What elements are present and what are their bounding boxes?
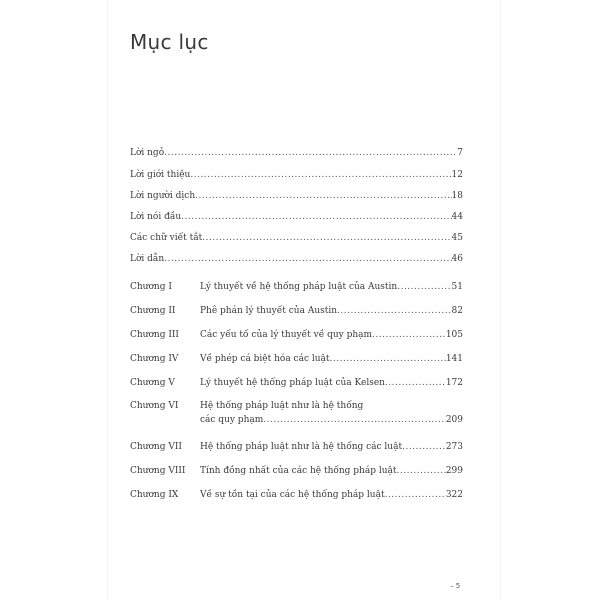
chapter-number: Chương IV xyxy=(130,354,179,364)
toc-entry-chapter[interactable] xyxy=(130,490,463,500)
page-number-footer: – 5 xyxy=(450,582,461,590)
chapter-number: Chương VII xyxy=(130,442,182,452)
chapter-page: 141 xyxy=(445,354,463,364)
chapter-page: 172 xyxy=(445,378,463,388)
book-page xyxy=(108,0,500,600)
entry-page: 46 xyxy=(451,254,463,264)
entry-label: Lời giới thiệu xyxy=(130,170,191,180)
chapter-page: 51 xyxy=(451,282,463,292)
chapter-title: Lý thuyết về hệ thống pháp luật của Austin xyxy=(200,282,398,292)
leader-dots xyxy=(164,148,457,158)
entry-label: Các chữ viết tắt xyxy=(130,233,203,243)
toc-heading: Mục lục xyxy=(130,30,209,54)
leader-dots xyxy=(263,415,446,425)
entry-page: 7 xyxy=(457,148,463,158)
chapter-page: 82 xyxy=(451,306,463,316)
leader-dots xyxy=(385,378,446,388)
chapter-title: Phê phán lý thuyết của Austin xyxy=(200,306,338,316)
chapter-number: Chương V xyxy=(130,378,175,388)
leader-dots xyxy=(397,466,446,476)
leader-dots xyxy=(181,212,451,222)
leader-dots xyxy=(164,254,451,264)
toc-entry-front[interactable] xyxy=(130,212,463,222)
toc-entry-chapter[interactable] xyxy=(130,354,463,364)
chapter-page: 322 xyxy=(445,490,463,500)
entry-page: 45 xyxy=(451,233,463,243)
leader-dots xyxy=(372,330,446,340)
chapter-number: Chương II xyxy=(130,306,176,316)
chapter-title: Về phép cá biệt hóa các luật xyxy=(200,354,330,364)
toc-entry-front[interactable] xyxy=(130,170,463,180)
chapter-number: Chương IX xyxy=(130,490,179,500)
leader-dots xyxy=(337,306,452,316)
toc-entry-chapter[interactable] xyxy=(130,466,463,476)
toc-entry-front[interactable] xyxy=(130,148,463,158)
leader-dots xyxy=(330,354,446,364)
chapter-page: 105 xyxy=(445,330,463,340)
toc-entry-chapter[interactable] xyxy=(130,282,463,292)
chapter-title: Tính đồng nhất của các hệ thống pháp luật xyxy=(200,466,397,476)
toc-entry-chapter[interactable] xyxy=(130,378,463,388)
entry-label: Lời ngỏ xyxy=(130,148,165,158)
leader-dots xyxy=(402,442,446,452)
leader-dots xyxy=(202,233,451,243)
leader-dots xyxy=(397,282,451,292)
toc-entry-chapter[interactable] xyxy=(130,330,463,340)
entry-page: 44 xyxy=(451,212,463,222)
chapter-number: Chương III xyxy=(130,330,179,340)
chapter-page: 273 xyxy=(445,442,463,452)
chapter-title: Hệ thống pháp luật như là hệ thống các luật xyxy=(200,442,403,452)
chapter-title: Các yếu tố của lý thuyết về quy phạm xyxy=(200,330,373,340)
chapter-title: Lý thuyết hệ thống pháp luật của Kelsen xyxy=(200,378,385,388)
leader-dots xyxy=(195,191,451,201)
toc-entry-front[interactable] xyxy=(130,191,463,201)
toc-entry-chapter[interactable] xyxy=(130,442,463,452)
entry-label: Lời nói đầu xyxy=(130,212,182,222)
toc-entry-chapter[interactable] xyxy=(130,401,463,425)
entry-label: Lời dẫn xyxy=(130,254,165,264)
chapter-number: Chương VIII xyxy=(130,466,186,476)
chapter-title: Về sự tồn tại của các hệ thống pháp luật xyxy=(200,490,385,500)
chapter-page: 209 xyxy=(445,415,463,425)
chapter-number: Chương VI xyxy=(130,401,179,411)
toc-entry-front[interactable] xyxy=(130,233,463,243)
toc-entry-chapter[interactable] xyxy=(130,306,463,316)
entry-label: Lời người dịch xyxy=(130,191,196,201)
leader-dots xyxy=(385,490,446,500)
chapter-title-continued: các quy phạm xyxy=(200,415,264,425)
toc-entry-front[interactable] xyxy=(130,254,463,264)
entry-page: 12 xyxy=(451,170,463,180)
chapter-page: 299 xyxy=(445,466,463,476)
chapter-title: Hệ thống pháp luật như là hệ thống xyxy=(200,401,364,411)
leader-dots xyxy=(190,170,451,180)
entry-page: 18 xyxy=(451,191,463,201)
chapter-number: Chương I xyxy=(130,282,172,292)
